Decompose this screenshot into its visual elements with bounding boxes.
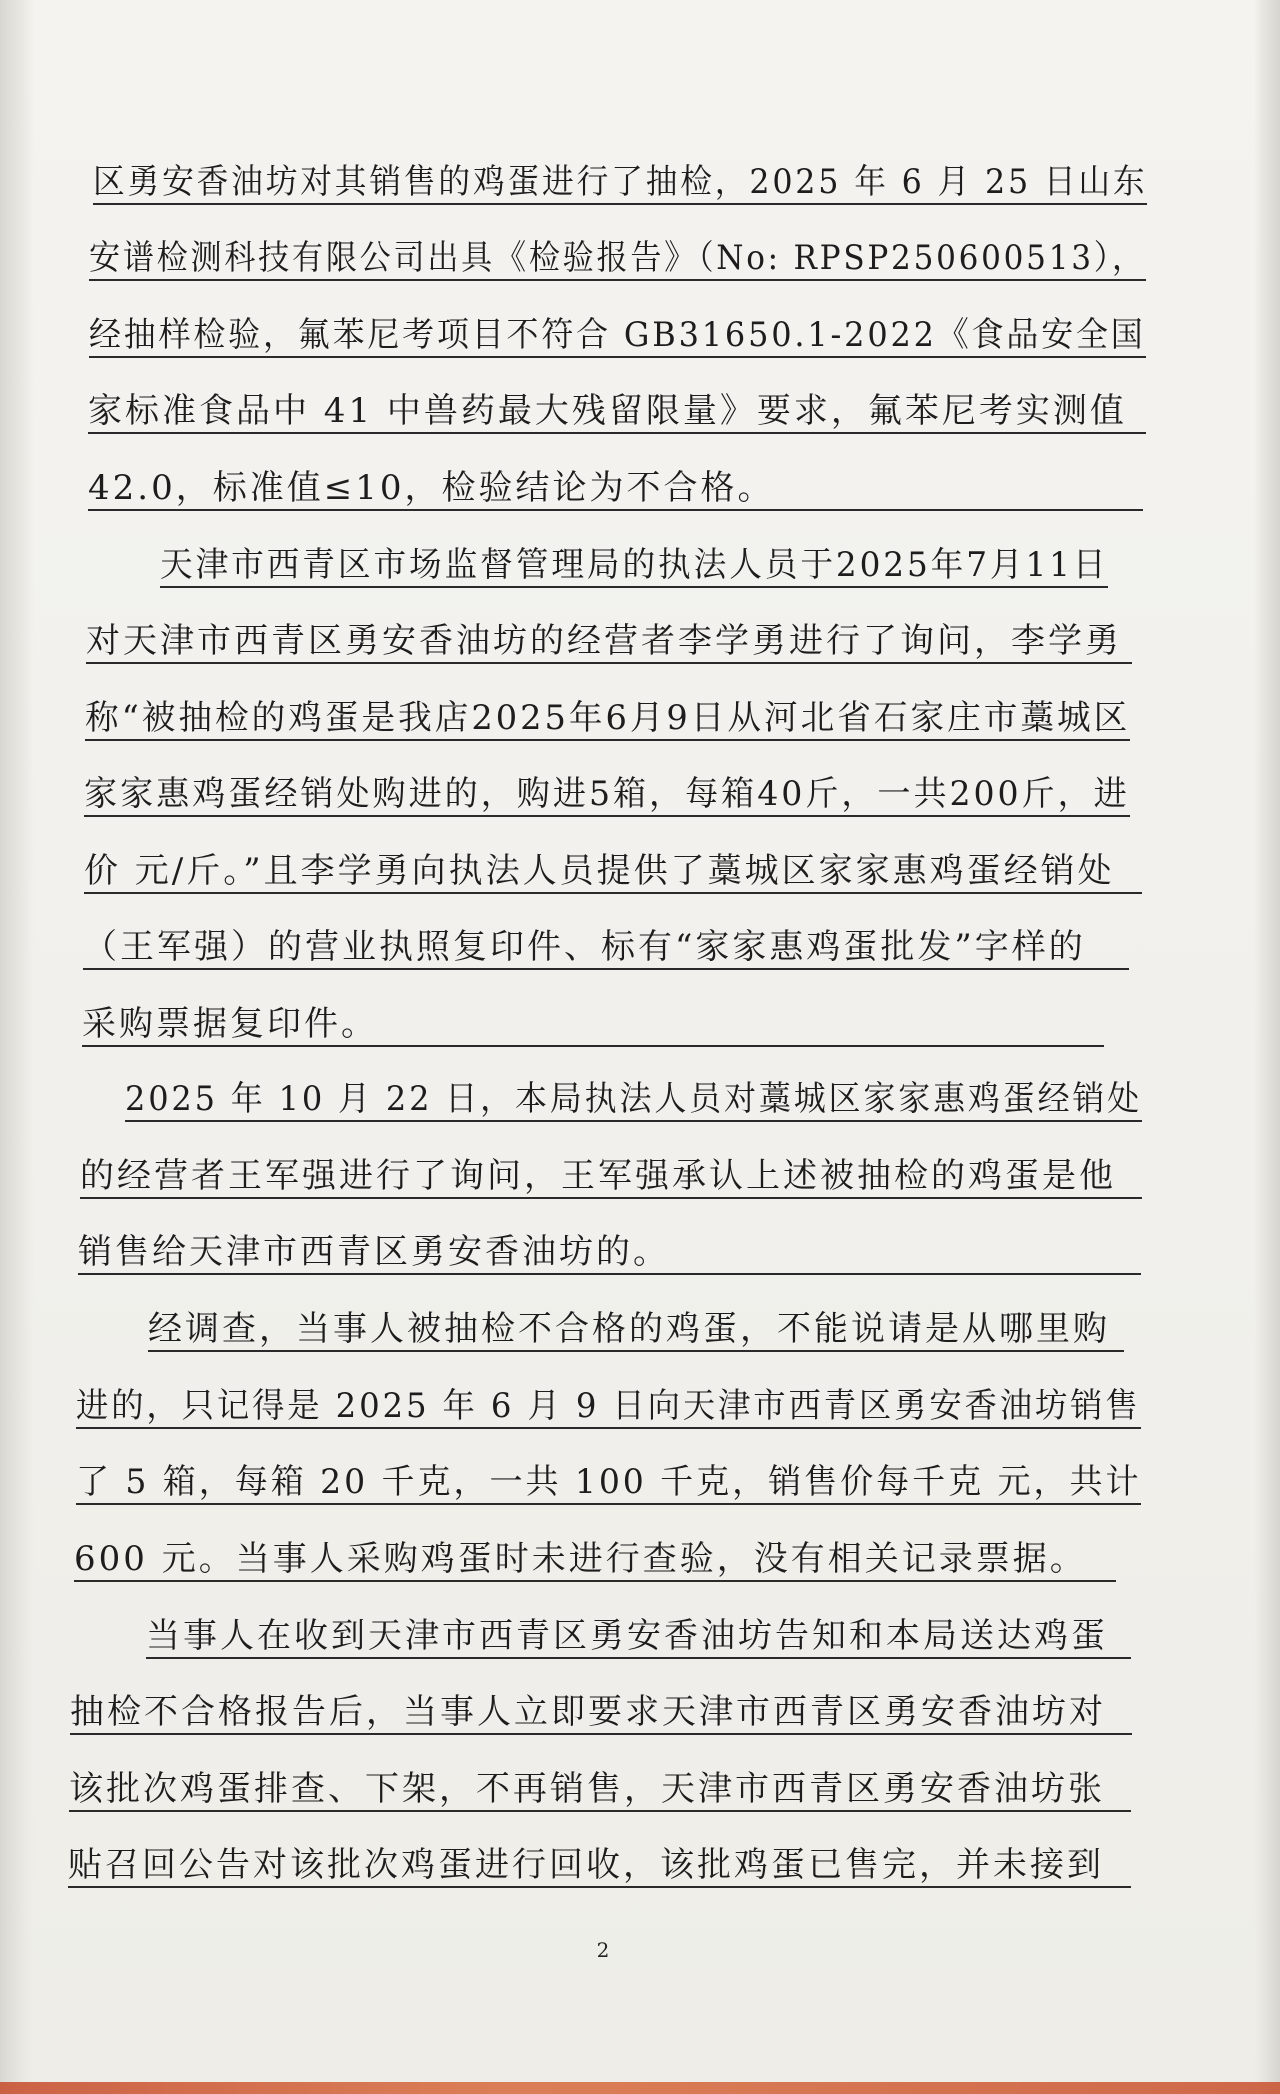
text-line: [74, 1531, 1116, 1587]
text-line-content: 当事人在收到天津市西青区勇安香油坊告知和本局送达鸡蛋: [146, 1616, 1108, 1656]
text-line-content: 经抽样检验，氟苯尼考项目不符合 GB31650.1-2022《食品安全国: [89, 315, 1146, 355]
text-line: [68, 1837, 1131, 1893]
text-line: [146, 1608, 1131, 1664]
text-line: [148, 1301, 1124, 1357]
page-edge-right: [1254, 0, 1280, 2094]
text-line-content: （王军强）的营业执照复印件、标有“家家惠鸡蛋批发”字样的: [83, 927, 1086, 967]
page-number: 2: [596, 1938, 610, 1962]
text-line-content: 区勇安香油坊对其销售的鸡蛋进行了抽检，2025 年 6 月 25 日山东: [93, 162, 1147, 202]
text-line: [78, 1224, 1141, 1280]
text-line: [89, 307, 1146, 363]
text-line-content: 价 元/斤。”且李学勇向执法人员提供了藁城区家家惠鸡蛋经销处: [84, 851, 1115, 891]
text-line-content: 家标准食品中 41 中兽药最大残留限量》要求，氟苯尼考实测值: [88, 391, 1127, 431]
text-line: [82, 996, 1104, 1052]
text-line-content: 销售给天津市西青区勇安香油坊的。: [78, 1232, 670, 1272]
text-line-content: 称“被抽检的鸡蛋是我店2025年6月9日从河北省石家庄市藁城区: [85, 698, 1130, 738]
text-line: [93, 154, 1147, 210]
page-edge-left: [0, 0, 34, 2094]
text-line: [76, 1378, 1141, 1434]
text-line: [69, 1761, 1131, 1817]
text-line-content: 安谱检测科技有限公司出具《检验报告》（No: RPSP250600513），: [89, 238, 1146, 278]
text-line-content: 2025 年 10 月 22 日，本局执法人员对藁城区家家惠鸡蛋经销处: [125, 1079, 1142, 1119]
text-line: [88, 383, 1146, 439]
text-line-content: 抽检不合格报告后，当事人立即要求天津市西青区勇安香油坊对: [70, 1692, 1106, 1732]
text-line: [70, 1684, 1132, 1740]
text-line-content: 经调查，当事人被抽检不合格的鸡蛋，不能说请是从哪里购: [148, 1309, 1110, 1349]
text-line: [125, 1071, 1142, 1127]
text-line-content: 了 5 箱，每箱 20 千克，一共 100 千克，销售价每千克 元，共计: [76, 1462, 1141, 1502]
text-line: [86, 613, 1132, 669]
text-line-content: 采购票据复印件。: [82, 1004, 378, 1044]
text-line: [76, 1454, 1141, 1510]
text-line-content: 进的，只记得是 2025 年 6 月 9 日向天津市西青区勇安香油坊销售: [76, 1386, 1141, 1426]
text-line-content: 贴召回公告对该批次鸡蛋进行回收，该批鸡蛋已售完，并未接到: [68, 1845, 1104, 1885]
bottom-edge-band: [0, 2082, 1280, 2094]
text-line: [89, 230, 1146, 286]
text-line: [84, 766, 1130, 822]
text-line-content: 该批次鸡蛋排查、下架，不再销售，天津市西青区勇安香油坊张: [69, 1769, 1105, 1809]
text-line: [160, 537, 1108, 593]
text-line-content: 对天津市西青区勇安香油坊的经营者李学勇进行了询问，李学勇: [86, 621, 1122, 661]
text-line: [83, 919, 1129, 975]
text-line: [88, 460, 1143, 516]
text-line-content: 600 元。当事人采购鸡蛋时未进行查验，没有相关记录票据。: [74, 1539, 1087, 1579]
text-line: [80, 1148, 1142, 1204]
text-line-content: 天津市西青区市场监督管理局的执法人员于2025年7月11日: [160, 545, 1108, 585]
text-line: [85, 690, 1130, 746]
text-line-content: 的经营者王军强进行了询问，王军强承认上述被抽检的鸡蛋是他: [80, 1156, 1116, 1196]
text-line-content: 42.0，标准值≤10，检验结论为不合格。: [88, 468, 775, 508]
text-line-content: 家家惠鸡蛋经销处购进的，购进5箱，每箱40斤，一共200斤，进: [84, 774, 1130, 814]
text-line: [84, 843, 1142, 899]
